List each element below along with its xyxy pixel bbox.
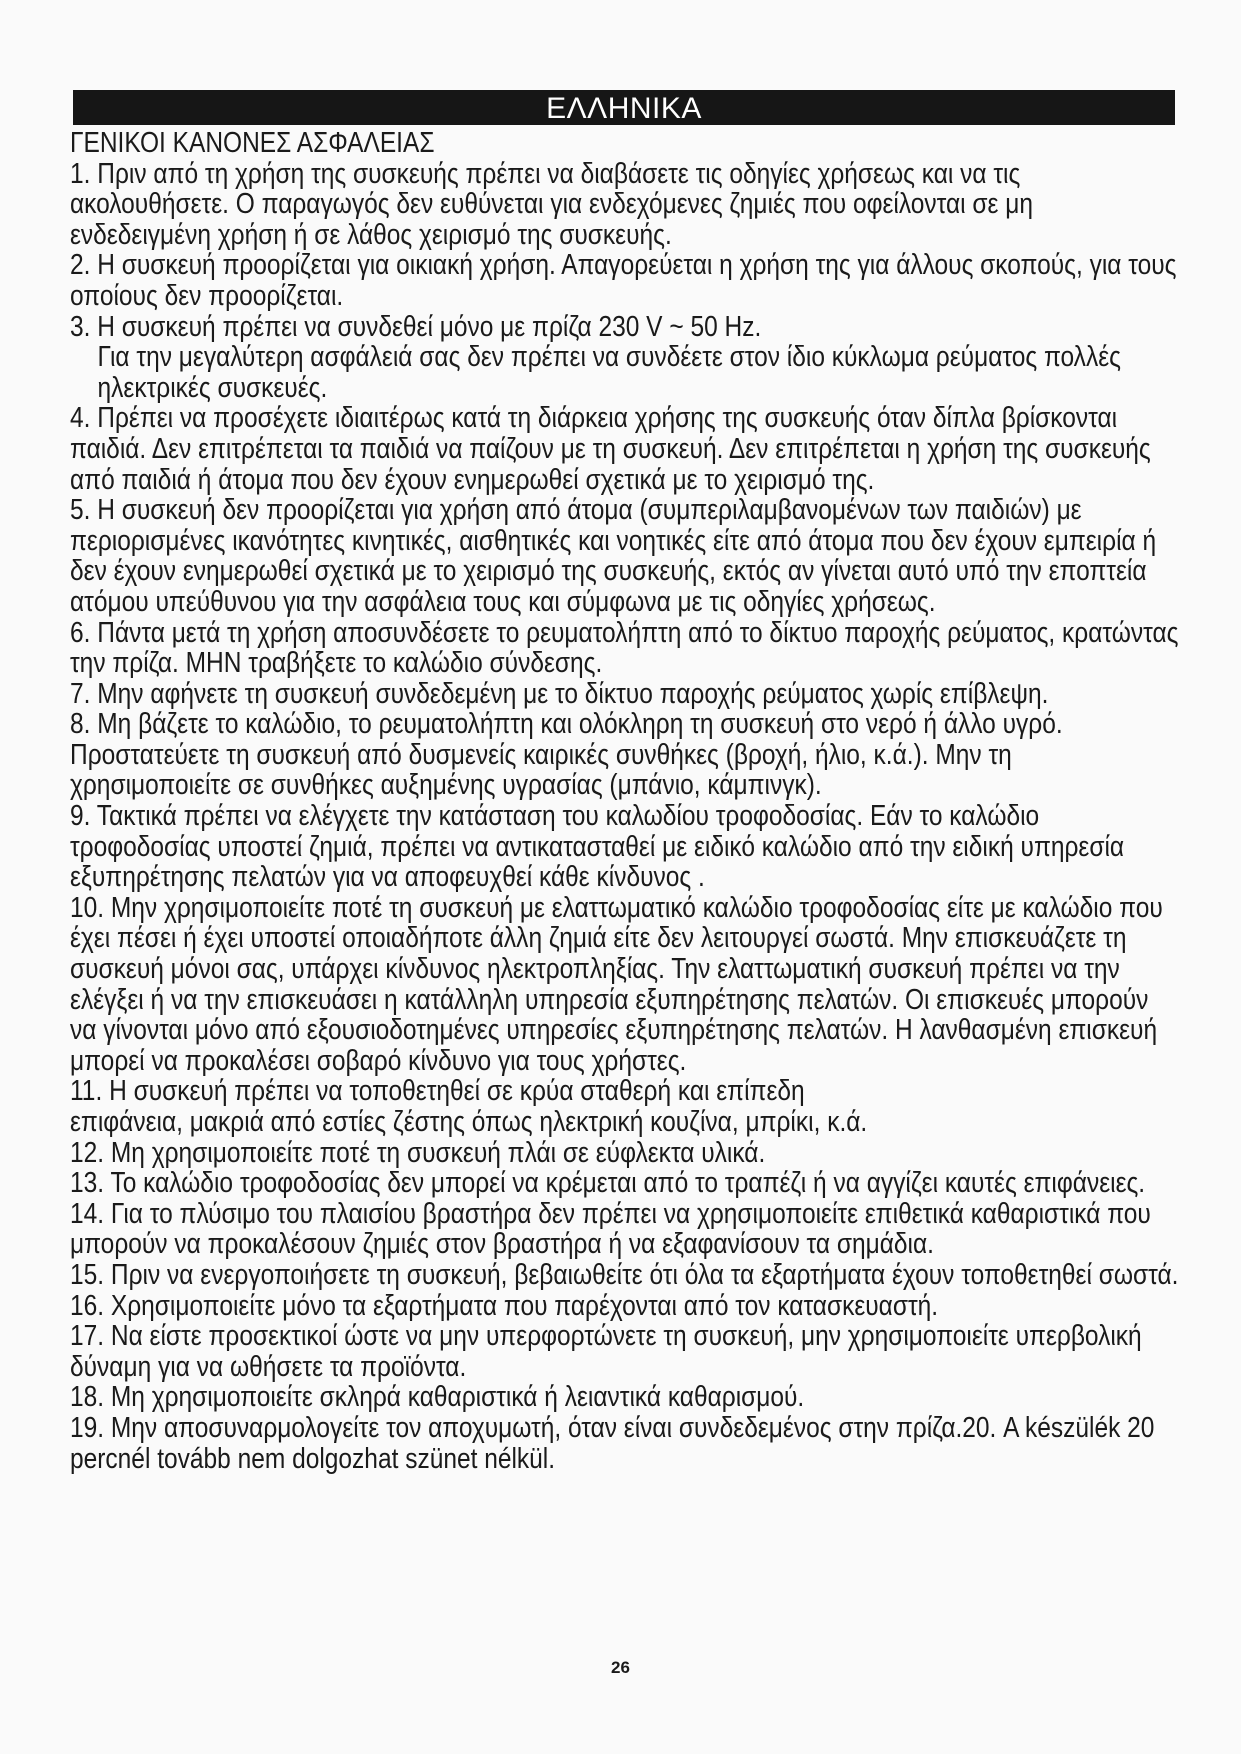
rule-item-5: 5. Η συσκευή δεν προορίζεται για χρήση από άτομα (συμπεριλαμβανομένων των παιδιών) με περιορισμένες ικανότητες κινητικές, αισθητικές και νοητικές είτε από άτομα που δεν έχουν εμπειρία ή δεν έχουν ενημερωθεί σχετικά με το χειρισμό της συσκευής, εκτός αν γίνεται αυτό υπό την εποπτεία ατόμου υπεύθυνου για την ασφάλεια τους και σύμφωνα με τις οδηγίες χρήσεως. — [70, 494, 1157, 618]
rule-item-10: 10. Μην χρησιμοποιείτε ποτέ τη συσκευή με ελαττωματικό καλώδιο τροφοδοσίας είτε με καλώδιο που έχει πέσει ή έχει υποστεί οποιαδήποτε άλλη ζημιά είτε δεν λειτουργεί σωστά. Μην επισκευάζετε τη συσκευή μόνοι σας, υπάρχει κίνδυνος ηλεκτροπληξίας. Την ελαττωματική συσκευή πρέπει να την ελέγξει ή να την επισκευάσει η κατάλληλη υπηρεσία εξυπηρέτησης πελατών. Οι επισκευές μπορούν να γίνονται μόνο από εξουσιοδοτημένες υπηρεσίες εξυπηρέτησης πελατών. Η λανθασμένη επισκευή μπορεί να προκαλέσει σοβαρό κίνδυνο για τους χρήστες. — [70, 891, 1163, 1077]
rule-item-16: 16. Χρησιμοποιείτε μόνο τα εξαρτήματα που παρέχονται από τον κατασκευαστή. — [70, 1289, 939, 1322]
rule-item-3: 3. Η συσκευή πρέπει να συνδεθεί μόνο με πρίζα 230 V ~ 50 Hz. — [70, 310, 762, 343]
rule-item-11-continued: επιφάνεια, μακριά από εστίες ζέστης όπως ηλεκτρική κουζίνα, μπρίκι, κ.ά. — [70, 1106, 868, 1138]
rule-item-19-20: 19. Μην αποσυναρμολογείτε τον αποχυμωτή, όταν είναι συνδεδεμένος στην πρίζα.20. A készülék 20 percnél tovább nem dolgozhat szünet nélkül. — [70, 1411, 1155, 1475]
rule-item-9: 9. Τακτικά πρέπει να ελέγχετε την κατάσταση του καλωδίου τροφοδοσίας. Εάν το καλώδιο τροφοδοσίας υποστεί ζημιά, πρέπει να αντικατασταθεί με ειδικό καλώδιο από την ειδική υπηρεσία εξυπηρέτησης πελατών για να αποφευχθεί κάθε κίνδυνος . — [70, 800, 1125, 894]
rule-item-6: 6. Πάντα μετά τη χρήση αποσυνδέσετε το ρευματολήπτη από το δίκτυο παροχής ρεύματος, κρατώντας την πρίζα. ΜΗΝ τραβήξετε το καλώδιο σύνδεσης. — [70, 616, 1179, 680]
rule-item-12: 12. Μη χρησιμοποιείτε ποτέ τη συσκευή πλάι σε εύφλεκτα υλικά. — [70, 1136, 766, 1169]
rule-item-1: 1. Πριν από τη χρήση της συσκευής πρέπει να διαβάσετε τις οδηγίες χρήσεως και να τις ακολουθήσετε. Ο παραγωγός δεν ευθύνεται για ενδεχόμενες ζημιές που οφείλονται σε μη ενδεδειγμένη χρήση ή σε λάθος χειρισμό της συσκευής. — [70, 157, 1034, 251]
page-number: 26 — [611, 1658, 630, 1677]
section-heading: ΓΕΝΙΚΟΙ ΚΑΝΟΝΕΣ ΑΣΦΑΛΕΙΑΣ — [70, 127, 435, 159]
rule-item-8: 8. Μη βάζετε το καλώδιο, το ρευματολήπτη και ολόκληρη τη συσκευή στο νερό ή άλλο υγρό. Προστατεύετε τη συσκευή από δυσμενείς καιρικές συνθήκες (βροχή, ήλιο, κ.ά.). Μην τη χρησιμοποιείτε σε συνθήκες αυξημένης υγρασίας (μπάνιο, κάμπινγκ). — [70, 708, 1063, 802]
rule-item-14: 14. Για το πλύσιμο του πλαισίου βραστήρα δεν πρέπει να χρησιμοποιείτε επιθετικά καθαριστικά που μπορούν να προκαλέσουν ζημιές στον βραστήρα ή να εξαφανίσουν τα σημάδια. — [70, 1197, 1151, 1261]
rule-item-15: 15. Πριν να ενεργοποιήσετε τη συσκευή, βεβαιωθείτε ότι όλα τα εξαρτήματα έχουν τοποθετηθεί σωστά. — [70, 1258, 1179, 1291]
rule-item-13: 13. Το καλώδιο τροφοδοσίας δεν μπορεί να κρέμεται από το τραπέζι ή να αγγίζει καυτές επιφάνειες. — [70, 1167, 1146, 1200]
rule-item-2: 2. Η συσκευή προορίζεται για οικιακή χρήση. Απαγορεύεται η χρήση της για άλλους σκοπούς, για τους οποίους δεν προορίζεται. — [70, 249, 1177, 312]
language-header-bar: ΕΛΛΗΝΙΚΑ — [73, 90, 1175, 125]
rule-item-11: 11. Η συσκευή πρέπει να τοποθετηθεί σε κρύα σταθερή και επίπεδη — [70, 1075, 805, 1108]
rule-item-17: 17. Να είστε προσεκτικοί ώστε να μην υπερφορτώνετε τη συσκευή, μην χρησιμοποιείτε υπερβολική δύναμη για να ωθήσετε τα προϊόντα. — [70, 1320, 1142, 1383]
safety-rules-section — [70, 128, 1179, 1474]
rule-item-18: 18. Μη χρησιμοποιείτε σκληρά καθαριστικά ή λειαντικά καθαρισμού. — [70, 1381, 805, 1414]
rule-item-3-note: Για την μεγαλύτερη ασφάλειά σας δεν πρέπει να συνδέετε στον ίδιο κύκλωμα ρεύματος πολλές ηλεκτρικές συσκευές. — [97, 341, 1121, 404]
rule-item-7: 7. Μην αφήνετε τη συσκευή συνδεδεμένη με το δίκτυο παροχής ρεύματος χωρίς επίβλεψη. — [70, 677, 1049, 710]
rule-item-4: 4. Πρέπει να προσέχετε ιδιαιτέρως κατά τη διάρκεια χρήσης της συσκευής όταν δίπλα βρίσκονται παιδιά. Δεν επιτρέπεται τα παιδιά να παίζουν με τη συσκευή. Δεν επιτρέπεται η χρήση της συσκευής από παιδιά ή άτομα που δεν έχουν ενημερωθεί σχετικά με το χειρισμό της. — [70, 402, 1151, 496]
